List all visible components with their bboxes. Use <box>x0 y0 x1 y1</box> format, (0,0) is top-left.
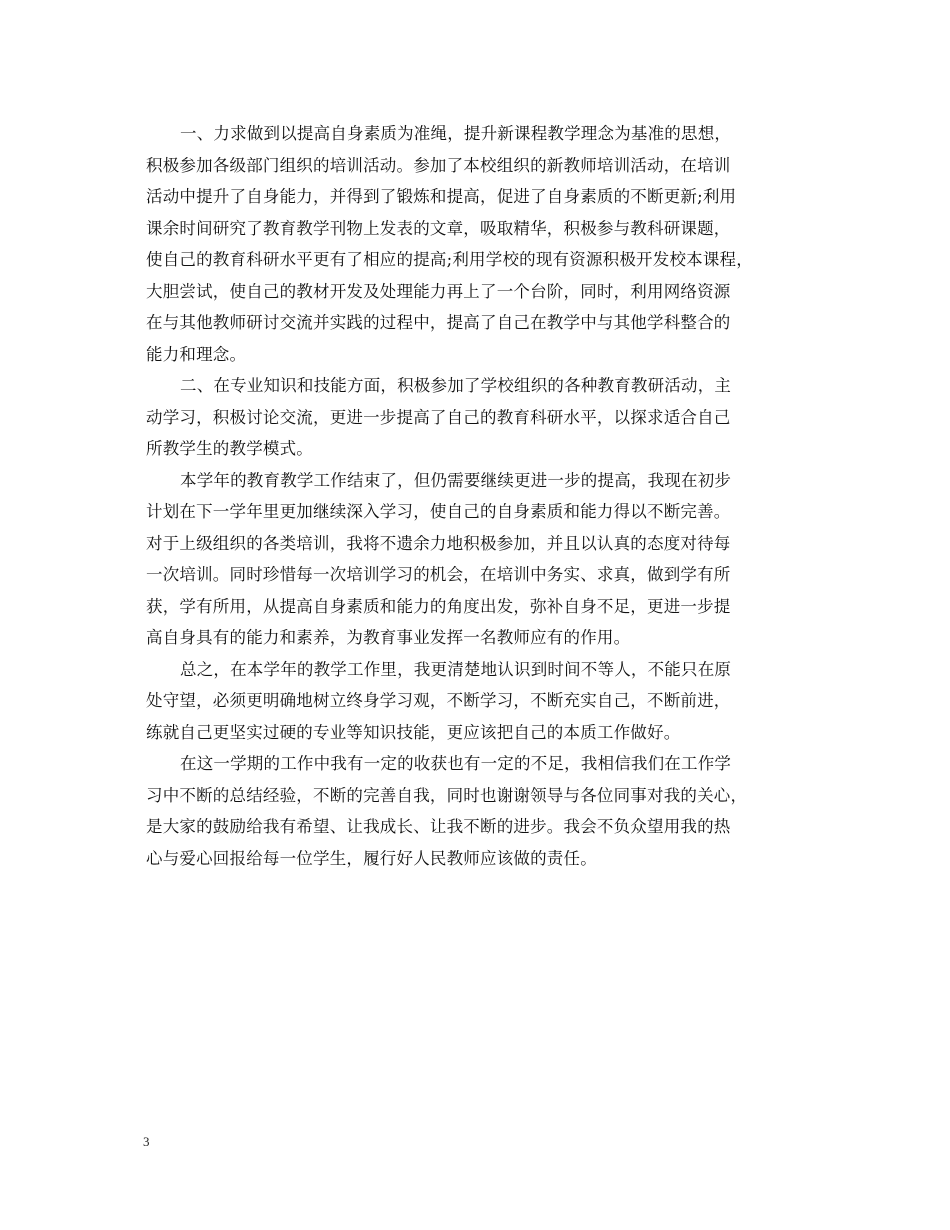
paragraph-1-line-4: 课余时间研究了教育教学刊物上发表的文章，吸取精华，积极参与教科研课题， <box>146 218 731 238</box>
paragraph-3-line-4: 一次培训。同时珍惜每一次培训学习的机会，在培训中务实、求真，做到学有所 <box>146 565 731 584</box>
paragraph-4-line-1: 总之，在本学年的教学工作里，我更清楚地认识到时间不等人，不能只在原 <box>180 659 732 679</box>
paragraph-1-line-6: 大胆尝试，使自己的教材开发及处理能力再上了一个台阶，同时，利用网络资源 <box>146 281 731 301</box>
paragraph-1-line-3: 活动中提升了自身能力，并得到了锻炼和提高，促进了自身素质的不断更新;利用 <box>146 187 737 206</box>
paragraph-5-line-1: 在这一学期的工作中我有一定的收获也有一定的不足，我相信我们在工作学 <box>180 754 732 773</box>
paragraph-4-line-3: 练就自己更坚实过硬的专业等知识技能，更应该把自己的本质工作做好。 <box>146 722 681 742</box>
paragraph-1-line-1: 一、力求做到以提高自身素质为准绳，提升新课程教学理念为基准的思想， <box>180 124 732 143</box>
paragraph-5-line-2: 习中不断的总结经验，不断的完善自我，同时也谢谢领导与各位同事对我的关心， <box>146 785 748 805</box>
body-text <box>146 118 814 874</box>
paragraph-3-line-2: 计划在下一学年里更加继续深入学习，使自己的自身素质和能力得以不断完善。 <box>146 502 731 521</box>
paragraph-3-line-5: 获，学有所用，从提高自身素质和能力的角度出发，弥补自身不足，更进一步提 <box>146 596 731 616</box>
paragraph-1-line-8: 能力和理念。 <box>146 344 247 364</box>
paragraph-5-line-3: 是大家的鼓励给我有希望、让我成长、让我不断的进步。我会不负众望用我的热 <box>146 817 731 836</box>
paragraph-1-line-5: 使自己的教育科研水平更有了相应的提高;利用学校的现有资源积极开发校本课程， <box>146 250 753 269</box>
paragraph-1-line-2: 积极参加各级部门组织的培训活动。参加了本校组织的新教师培训活动，在培训 <box>146 155 731 175</box>
page-number: 3 <box>143 1134 150 1149</box>
paragraph-4-line-2: 处守望，必须更明确地树立终身学习观，不断学习，不断充实自己，不断前进， <box>146 691 731 710</box>
paragraph-2-line-3: 所教学生的教学模式。 <box>146 439 313 458</box>
paragraph-2-line-1: 二、在专业知识和技能方面，积极参加了学校组织的各种教育教研活动，主 <box>180 376 732 395</box>
paragraph-3-line-3: 对于上级组织的各类培训，我将不遗余力地积极参加，并且以认真的态度对待每 <box>146 533 731 553</box>
paragraph-3-line-6: 高自身具有的能力和素养，为教育事业发挥一名教师应有的作用。 <box>146 628 631 647</box>
paragraph-5-line-4: 心与爱心回报给每一位学生，履行好人民教师应该做的责任。 <box>146 848 597 868</box>
paragraph-1-line-7: 在与其他教师研讨交流并实践的过程中，提高了自己在教学中与其他学科整合的 <box>146 313 731 332</box>
paragraph-3-line-1: 本学年的教育教学工作结束了，但仍需要继续更进一步的提高，我现在初步 <box>180 470 732 490</box>
paragraph-2-line-2: 动学习，积极讨论交流，更进一步提高了自己的教育科研水平，以探求适合自己 <box>146 407 731 427</box>
